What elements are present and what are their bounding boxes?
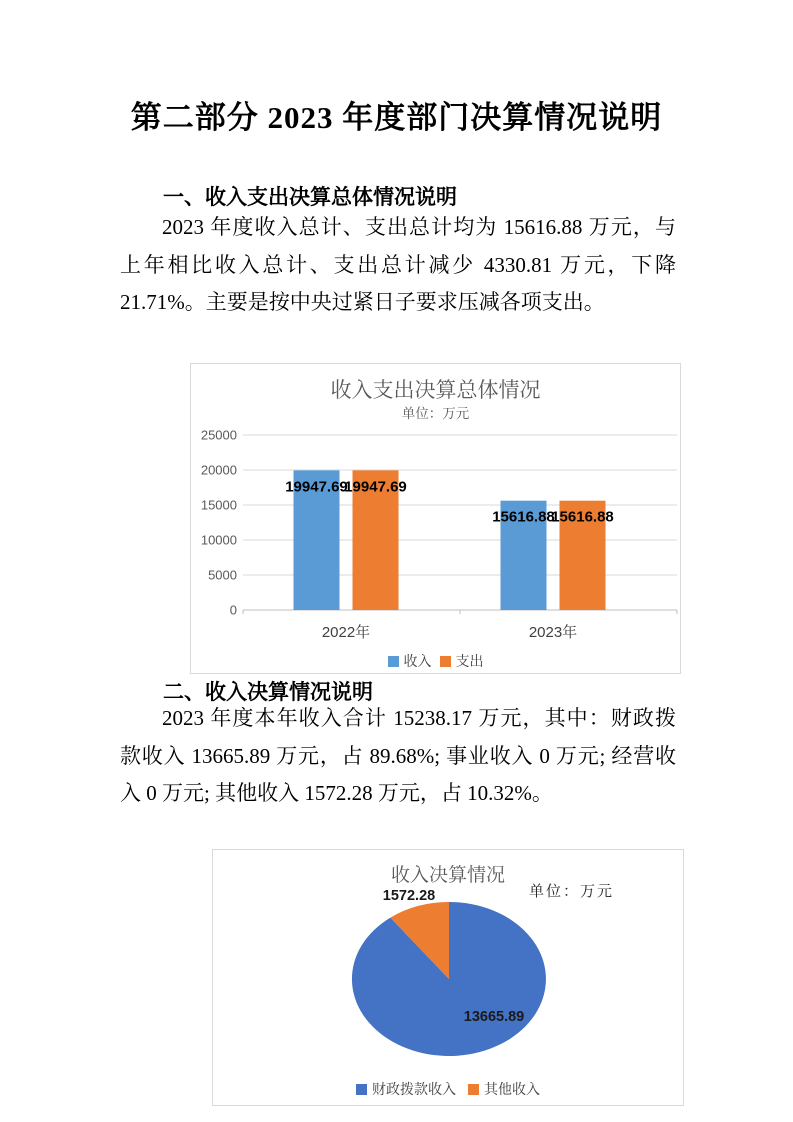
- bar-chart-plot-area: [191, 364, 680, 673]
- y-tick-label: 25000: [200, 427, 237, 443]
- legend-item: [388, 651, 432, 671]
- legend-item: [468, 1079, 540, 1099]
- pie-chart-unit-label: 单位：万元: [529, 884, 615, 900]
- y-tick-label: 10000: [200, 532, 237, 548]
- pie-chart-title: 收入决算情况: [390, 865, 505, 886]
- y-tick-label: 20000: [200, 462, 237, 478]
- legend-swatch: [468, 1084, 479, 1095]
- y-tick-label: 15000: [200, 497, 237, 513]
- legend-swatch: [356, 1084, 367, 1095]
- legend-swatch: [440, 656, 451, 667]
- bar-chart-unit-label: 单位：万元: [401, 406, 470, 421]
- x-category-label: 2022年: [321, 624, 371, 641]
- bar-value-label: 15616.88: [492, 508, 555, 526]
- legend-label: 其他收入: [484, 1081, 540, 1097]
- section-2-heading: 二、收入决算情况说明: [163, 681, 373, 704]
- bar-value-label: 19947.69: [285, 478, 348, 496]
- bar-chart-legend: [191, 651, 680, 671]
- x-category-label: 2023年: [528, 624, 578, 641]
- legend-label: 财政拨款收入: [372, 1081, 456, 1097]
- section-1-paragraph: 2023 年度收入总计、支出总计均为 15616.88 万元，与上年相比收入总计、支出总计减少 4330.81 万元，下降 21.71%。主要是按中央过紧日子要求压减各项支出。: [120, 215, 676, 314]
- bar-value-label: 19947.69: [344, 478, 407, 496]
- document-title: 第二部分 2023 年度部门决算情况说明: [130, 100, 663, 135]
- legend-label: 支出: [455, 653, 484, 669]
- legend-item: [356, 1079, 456, 1099]
- legend-label: 收入: [403, 653, 432, 669]
- pie-value-label: 1572.28: [382, 888, 436, 904]
- section-1-heading: 一、收入支出决算总体情况说明: [163, 186, 457, 209]
- pie-chart-legend: [213, 1079, 683, 1099]
- legend-item: [440, 651, 484, 671]
- pie-value-label: 13665.89: [463, 1009, 525, 1025]
- pie-chart-plot-area: [213, 850, 683, 1105]
- income-pie-chart: [212, 849, 684, 1106]
- bar-value-label: 15616.88: [551, 508, 614, 526]
- legend-swatch: [388, 656, 399, 667]
- y-tick-label: 5000: [208, 567, 237, 583]
- y-tick-label: 0: [229, 602, 237, 618]
- section-2-paragraph: 2023 年度本年收入合计 15238.17 万元，其中：财政拨款收入 13665.89 万元，占 89.68%; 事业收入 0 万元; 经营收入 0 万元; 其他收入 1572.28 万元，占 10.32%。: [120, 706, 676, 805]
- bar-chart-title: 收入支出决算总体情况: [330, 379, 541, 402]
- income-expense-bar-chart: [190, 363, 681, 674]
